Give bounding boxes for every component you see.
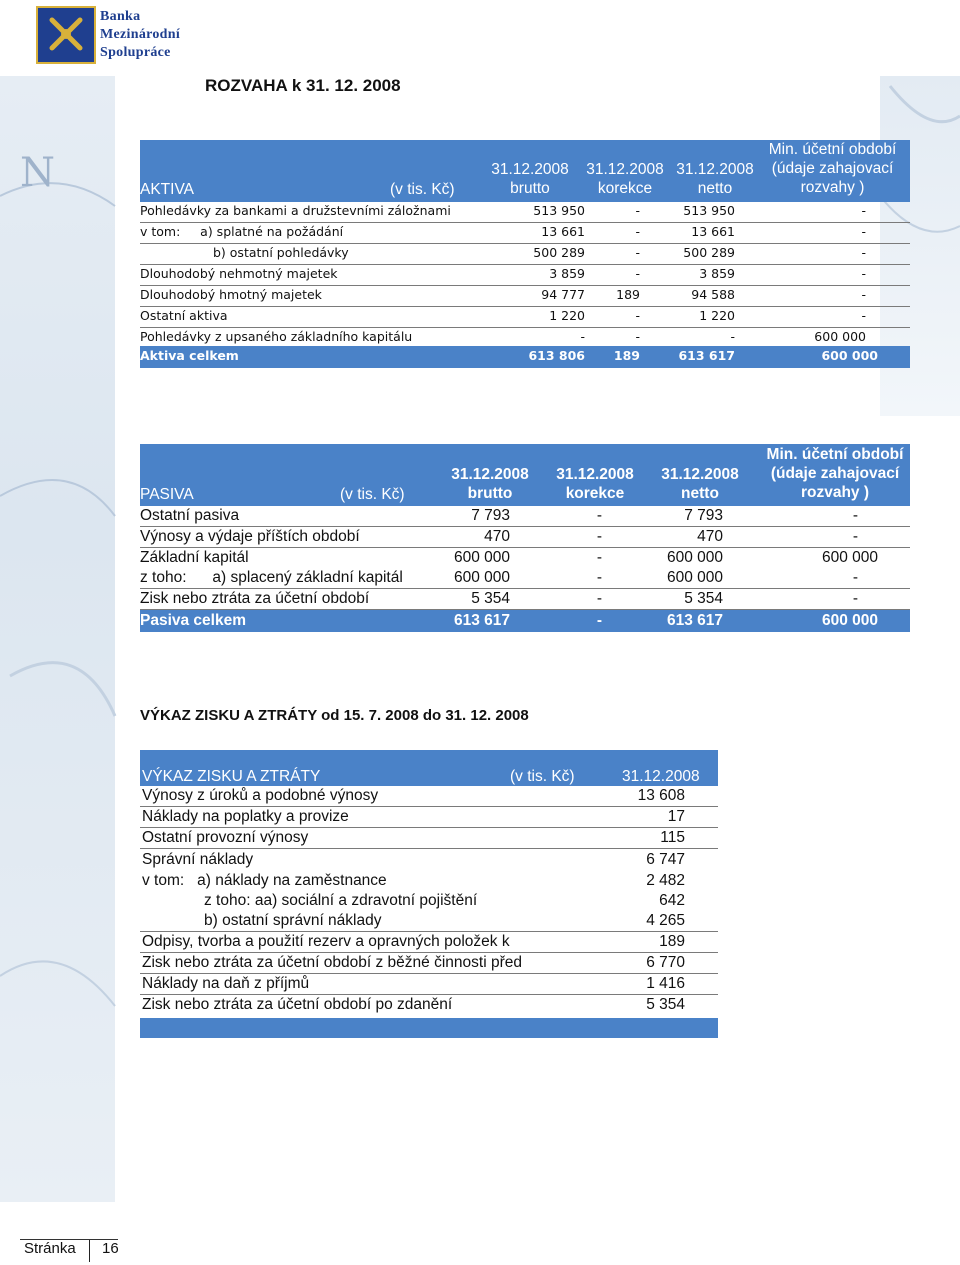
pasiva-col3-name: netto (681, 485, 719, 502)
row-value: 189 (659, 933, 685, 950)
row-min-obdobi: - (852, 569, 858, 586)
table-row (140, 223, 910, 244)
row-label: z toho: aa) sociální a zdravotní pojištění (204, 892, 478, 909)
table-row (140, 850, 718, 871)
row-netto: 94 588 (691, 287, 735, 302)
row-netto: 513 950 (683, 203, 735, 218)
row-label: b) ostatní pohledávky (213, 245, 349, 260)
table-row (140, 506, 910, 527)
row-min-obdobi: - (852, 507, 858, 524)
table-row (140, 548, 910, 569)
row-korekce: - (635, 224, 640, 239)
row-min-obdobi: - (861, 203, 866, 218)
row-label: Zisk nebo ztráta za účetní období (140, 590, 370, 607)
table-row (140, 265, 910, 286)
row-korekce: - (635, 266, 640, 281)
row-brutto: 13 661 (541, 224, 585, 239)
row-label: Pohledávky za bankami a družstevními záložnami (140, 203, 451, 218)
row-value: 13 608 (637, 787, 685, 804)
table-row (140, 891, 718, 912)
row-label: Odpisy, tvorba a použití rezerv a opravných položek k (142, 933, 510, 950)
row-korekce: - (596, 549, 602, 566)
aktiva-col4 (755, 140, 910, 197)
vzz-header-col: 31.12.2008 (622, 768, 700, 785)
row-label: Ostatní aktiva (140, 308, 228, 323)
row-netto: 600 000 (666, 569, 723, 586)
table-row (140, 807, 718, 828)
table-row (140, 995, 718, 1016)
row-label: Dlouhodobý hmotný majetek (140, 287, 322, 302)
footer-label: Stránka (24, 1240, 76, 1257)
row-korekce: 189 (616, 287, 640, 302)
table-row (140, 202, 910, 223)
row-label: v tom: a) náklady na zaměstnance (142, 872, 387, 889)
aktiva-header-label: AKTIVA (140, 181, 194, 198)
row-netto: 613 617 (666, 612, 723, 629)
row-netto: 13 661 (691, 224, 735, 239)
aktiva-header (140, 140, 910, 202)
pasiva-col2 (540, 465, 650, 503)
row-brutto: 5 354 (471, 590, 510, 607)
row-label: Základní kapitál (140, 549, 249, 566)
pasiva-col1-name: brutto (467, 485, 513, 502)
row-label: b) ostatní správní náklady (204, 912, 382, 929)
aktiva-col1-name: brutto (510, 180, 550, 197)
row-label: Výnosy z úroků a podobné výnosy (142, 787, 379, 804)
table-row (140, 786, 718, 807)
row-netto: 600 000 (666, 549, 723, 566)
row-korekce: - (596, 612, 602, 629)
row-min-obdobi: - (852, 528, 858, 545)
row-min-obdobi: 600 000 (814, 329, 866, 344)
row-min-obdobi: - (861, 266, 866, 281)
row-label: Zisk nebo ztráta za účetní období z běžné činnosti před (142, 954, 522, 971)
pasiva-col1-date: 31.12.2008 (451, 466, 529, 483)
row-min-obdobi: 600 000 (821, 549, 878, 566)
vzz-section-title: VÝKAZ ZISKU A ZTRÁTY od 15. 7. 2008 do 31. 12. 2008 (140, 707, 529, 724)
pasiva-total-row (140, 610, 910, 632)
row-korekce: - (635, 308, 640, 323)
aktiva-header-unit: (v tis. Kč) (390, 181, 455, 198)
table-row (140, 244, 910, 265)
row-value: 1 416 (646, 975, 685, 992)
row-brutto: - (580, 329, 585, 344)
row-brutto: 500 289 (533, 245, 585, 260)
page-footer (0, 1202, 960, 1265)
row-brutto: 613 617 (453, 612, 510, 629)
vzz-header-label: VÝKAZ ZISKU A ZTRÁTY (142, 768, 321, 785)
row-netto: 5 354 (684, 590, 723, 607)
table-row (140, 568, 910, 589)
row-label: Zisk nebo ztráta za účetní období po zdanění (142, 996, 453, 1013)
row-min-obdobi: 600 000 (821, 612, 878, 629)
row-label: Náklady na poplatky a provize (142, 808, 349, 825)
row-brutto: 1 220 (549, 308, 585, 323)
pasiva-col4-line2: (údaje zahajovací (770, 465, 900, 482)
pasiva-col3 (645, 465, 755, 503)
aktiva-col3-date: 31.12.2008 (676, 161, 754, 178)
row-netto: 7 793 (684, 507, 723, 524)
logo-line-2: Mezinárodní (100, 27, 181, 42)
row-brutto: 513 950 (533, 203, 585, 218)
footer-page-number: 16 (102, 1240, 119, 1257)
row-netto: 470 (697, 528, 723, 545)
aktiva-col1-date: 31.12.2008 (491, 161, 569, 178)
pasiva-col1 (435, 465, 545, 503)
row-value: 6 747 (646, 851, 685, 868)
row-value: 5 354 (646, 996, 685, 1013)
pasiva-col2-date: 31.12.2008 (556, 466, 634, 483)
row-korekce: 189 (613, 348, 640, 363)
bank-logo-text (100, 8, 220, 62)
footer-separator (89, 1240, 90, 1262)
row-korekce: - (596, 528, 602, 545)
row-korekce: - (635, 245, 640, 260)
row-brutto: 94 777 (541, 287, 585, 302)
row-value: 2 482 (646, 872, 685, 889)
pasiva-col4 (755, 445, 915, 502)
aktiva-total-row (140, 346, 910, 368)
footer-page-label (24, 1240, 119, 1257)
row-brutto: 613 806 (528, 348, 585, 363)
row-min-obdobi: - (852, 590, 858, 607)
row-label: z toho: a) splacený základní kapitál (140, 569, 403, 586)
page-title: ROZVAHA k 31. 12. 2008 (205, 76, 401, 95)
pasiva-col4-line3: rozvahy ) (800, 484, 870, 501)
row-label: Ostatní pasiva (140, 507, 240, 524)
row-netto: 3 859 (699, 266, 735, 281)
svg-text:N: N (20, 150, 55, 196)
aktiva-col2-name: korekce (597, 180, 653, 197)
row-min-obdobi: - (861, 245, 866, 260)
pasiva-col4-line1: Min. účetní období (766, 446, 904, 463)
row-value: 6 770 (646, 954, 685, 971)
row-netto: 500 289 (683, 245, 735, 260)
pasiva-header (140, 444, 910, 506)
row-korekce: - (635, 329, 640, 344)
aktiva-col1 (475, 160, 585, 198)
row-label: Správní náklady (142, 851, 254, 868)
vzz-header-unit: (v tis. Kč) (510, 768, 575, 785)
table-row (140, 307, 910, 328)
pasiva-col3-date: 31.12.2008 (661, 466, 739, 483)
aktiva-col2-date: 31.12.2008 (586, 161, 664, 178)
row-label: Pasiva celkem (140, 612, 247, 629)
row-value: 4 265 (646, 912, 685, 929)
row-label: Pohledávky z upsaného základního kapitálu (140, 329, 413, 344)
row-value: 115 (660, 829, 685, 846)
row-brutto: 7 793 (471, 507, 510, 524)
row-korekce: - (596, 569, 602, 586)
vzz-header (140, 750, 718, 786)
row-korekce: - (596, 590, 602, 607)
table-row (140, 932, 718, 953)
pasiva-header-label: PASIVA (140, 486, 194, 503)
row-brutto: 600 000 (453, 569, 510, 586)
vzz-footer-bar (140, 1018, 718, 1038)
row-min-obdobi: - (861, 308, 866, 323)
row-brutto: 600 000 (453, 549, 510, 566)
row-min-obdobi: - (861, 224, 866, 239)
row-netto: 613 617 (678, 348, 735, 363)
aktiva-col2 (570, 160, 680, 198)
aktiva-col4-line3: rozvahy ) (800, 179, 865, 196)
pasiva-col2-name: korekce (565, 485, 625, 502)
row-min-obdobi: 600 000 (821, 348, 878, 363)
table-row (140, 527, 910, 548)
table-row (140, 871, 718, 892)
aktiva-col4-line2: (údaje zahajovací (771, 160, 894, 177)
table-row (140, 974, 718, 995)
row-brutto: 470 (484, 528, 510, 545)
logo-line-1: Banka (100, 9, 141, 24)
aktiva-col3-name: netto (697, 180, 733, 197)
aktiva-col3 (665, 160, 765, 198)
table-row (140, 953, 718, 974)
row-korekce: - (635, 203, 640, 218)
row-label: v tom: a) splatné na požádání (140, 224, 344, 239)
table-row (140, 589, 910, 610)
row-korekce: - (596, 507, 602, 524)
table-row (140, 286, 910, 307)
row-min-obdobi: - (861, 287, 866, 302)
row-label: Dlouhodobý nehmotný majetek (140, 266, 338, 281)
table-row (140, 911, 718, 932)
row-label: Ostatní provozní výnosy (142, 829, 309, 846)
row-label: Aktiva celkem (140, 348, 239, 363)
table-row (140, 828, 718, 849)
row-netto: - (730, 329, 735, 344)
pasiva-header-unit: (v tis. Kč) (340, 486, 405, 503)
aktiva-col4-line1: Min. účetní období (768, 141, 897, 158)
bank-logo-icon (36, 6, 96, 64)
row-label: Výnosy a výdaje příštích období (140, 528, 360, 545)
row-netto: 1 220 (699, 308, 735, 323)
row-value: 17 (667, 808, 685, 825)
row-value: 642 (659, 892, 685, 909)
row-label: Náklady na daň z příjmů (142, 975, 310, 992)
row-brutto: 3 859 (549, 266, 585, 281)
logo-line-3: Spolupráce (100, 45, 171, 60)
